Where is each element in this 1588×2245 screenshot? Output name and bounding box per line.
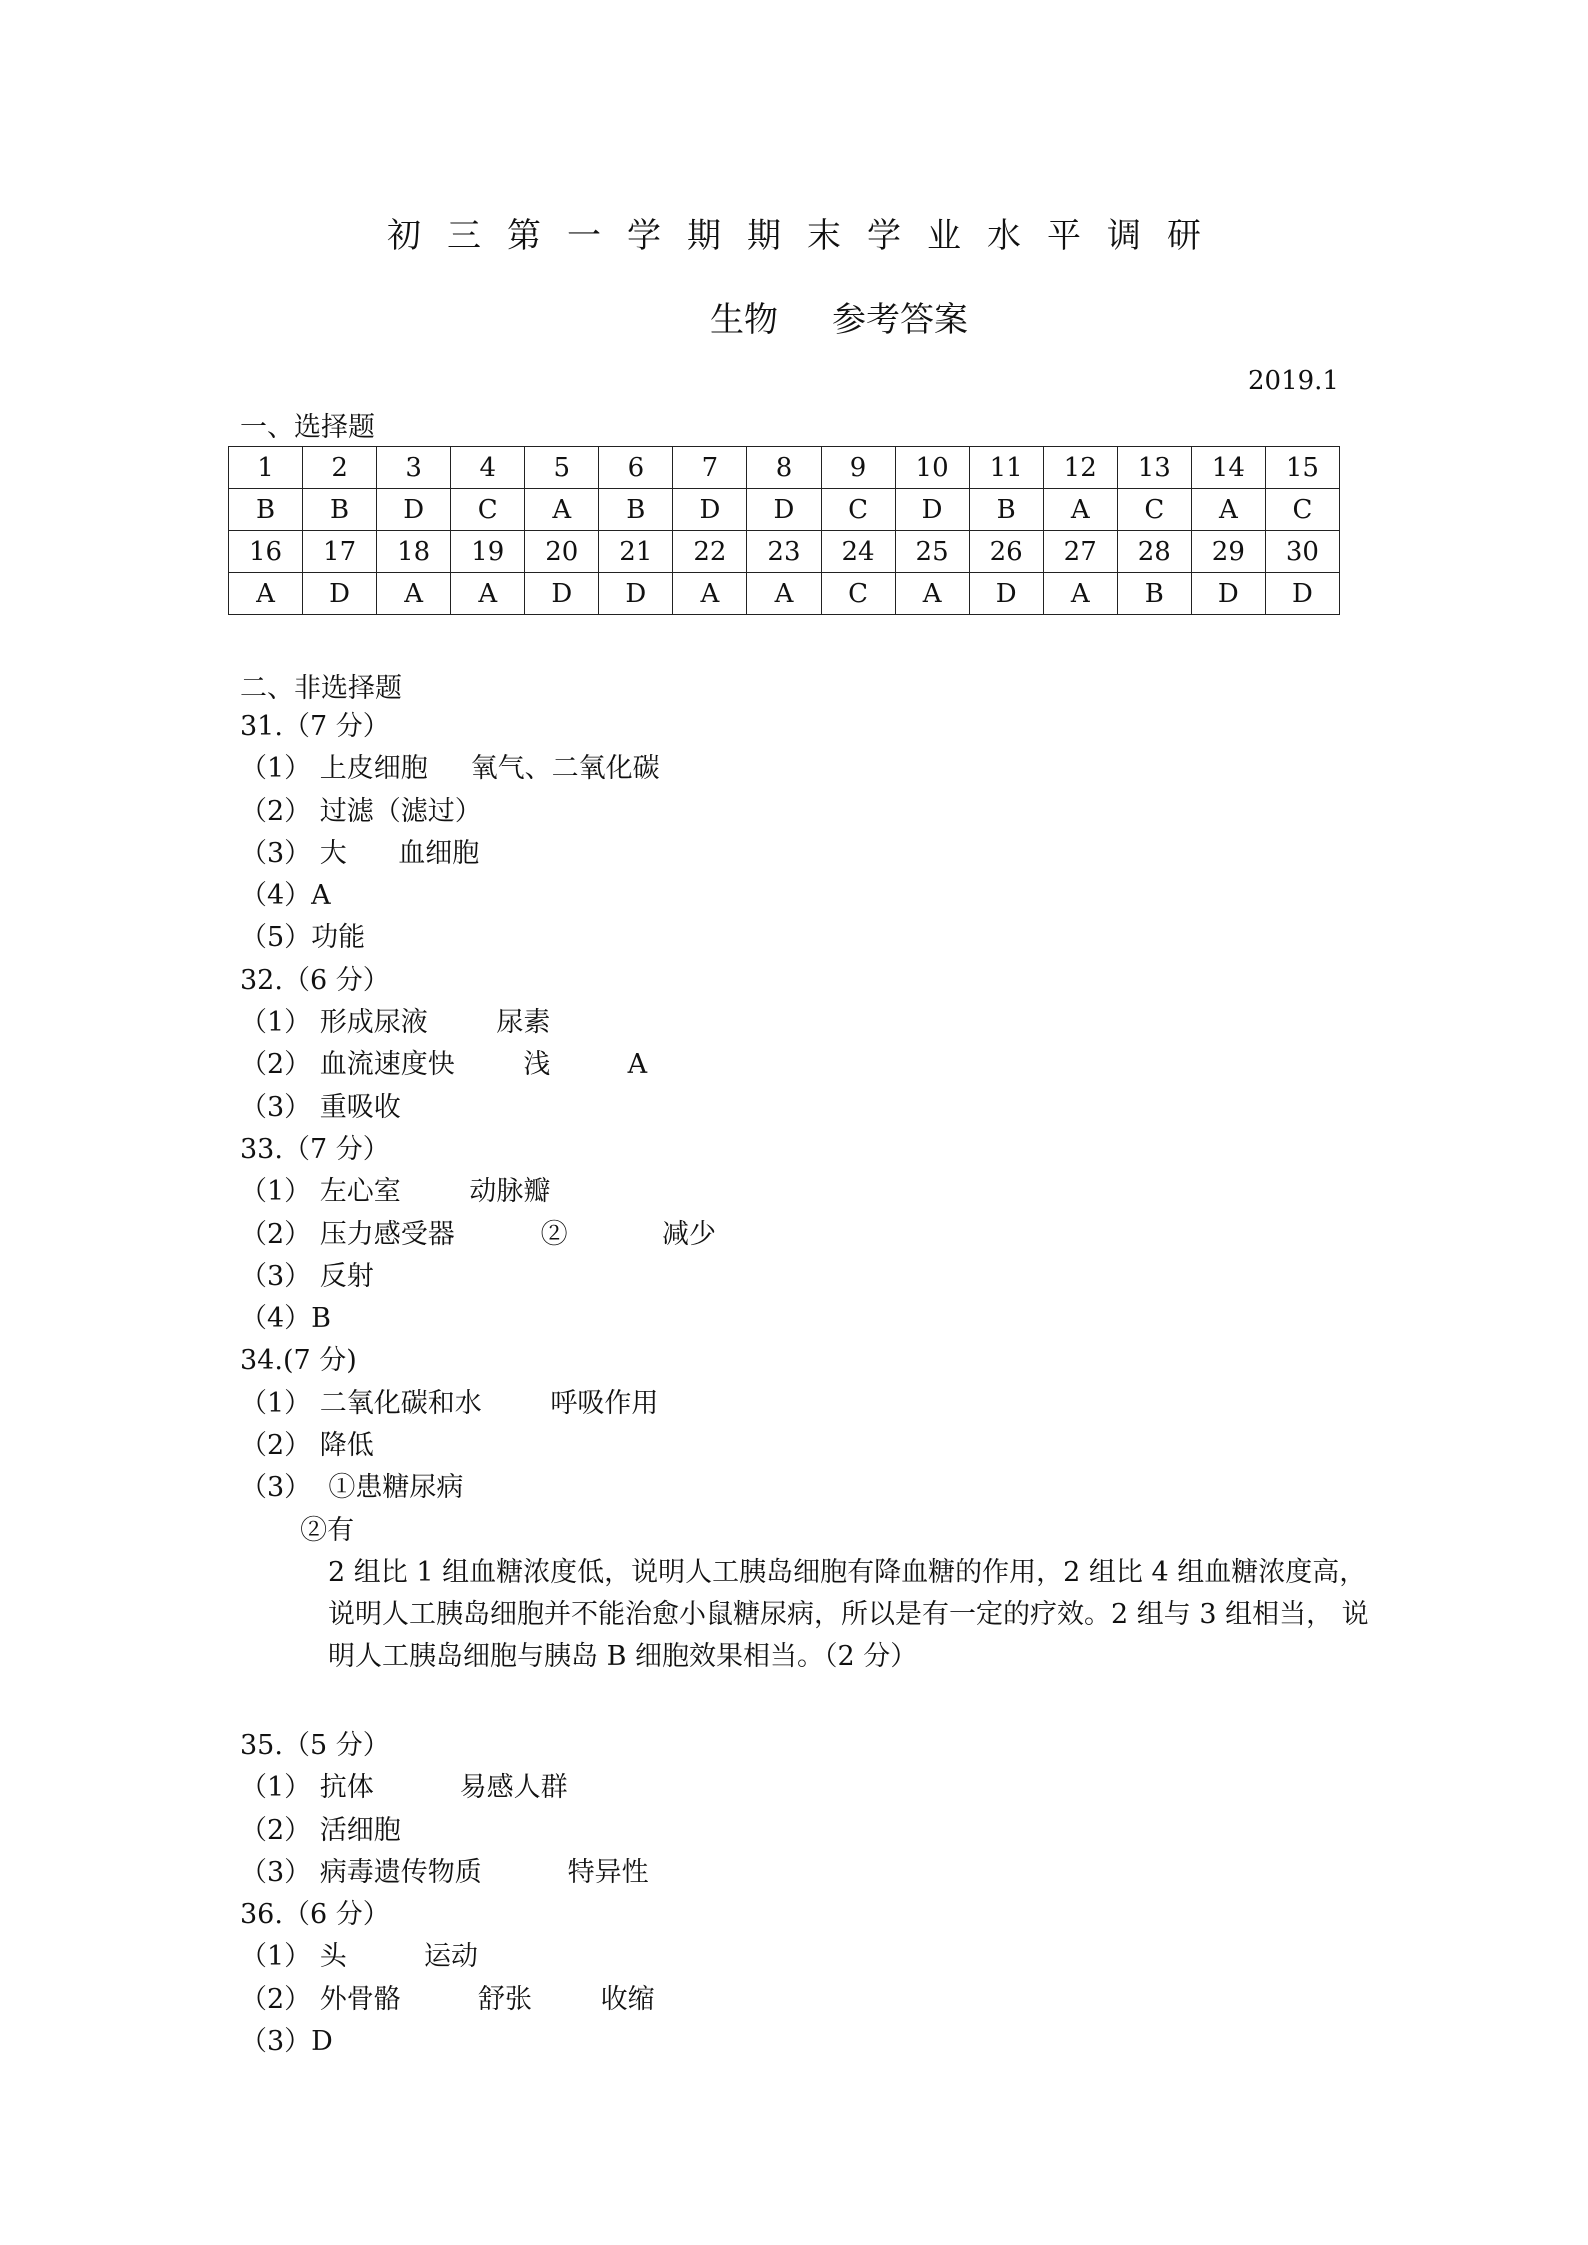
table-cell: C [821,573,895,615]
table-cell: 23 [747,531,821,573]
table-cell: 26 [969,531,1043,573]
table-cell: 4 [451,447,525,489]
answer-line: （1） 抗体 易感人群 [240,1772,568,1804]
table-row-numbers-1 [229,447,1340,489]
answer-lines-35-36 [240,1725,655,2063]
answer-lines-31-34 [240,706,716,1552]
answer-line: 34.(7 分) [240,1345,357,1377]
table-cell: 19 [451,531,525,573]
answer-line: 31.（7 分） [240,711,390,742]
table-cell: 6 [599,447,673,489]
table-cell: 2 [303,447,377,489]
table-cell: D [1265,573,1339,615]
table-cell: 28 [1117,531,1191,573]
table-cell: 21 [599,531,673,573]
q34-explanation: 2 组比 1 组血糖浓度低，说明人工胰岛细胞有降血糖的作用，2 组比 4 组血糖浓度高，说明人工胰岛细胞并不能治愈小鼠糖尿病，所以是有一定的疗效。2 组与 3 组相当， 说明人工胰岛细胞与胰岛 B 细胞效果相当。（2 分） [328,1557,1369,1672]
table-cell: D [895,489,969,531]
table-cell: 16 [229,531,303,573]
table-cell: D [673,489,747,531]
table-cell: 10 [895,447,969,489]
answer-line: （2） 过滤（滤过） [240,795,482,827]
table-cell: A [1043,573,1117,615]
table-cell: C [451,489,525,531]
table-cell: A [377,573,451,615]
answer-line: （1） 左心室 动脉瓣 [240,1176,551,1208]
answer-line: 35.（5 分） [240,1730,390,1761]
answer-line: （3）D [240,2026,333,2058]
table-cell: 5 [525,447,599,489]
table-cell: D [377,489,451,531]
answer-line: （3） ①患糖尿病 [240,1472,464,1504]
table-cell: 9 [821,447,895,489]
answer-line: （2） 外骨骼 舒张 收缩 [240,1983,655,2015]
section-heading-non-multiple-choice: 二、非选择题 [240,673,402,704]
table-cell: A [1191,489,1265,531]
table-cell: A [229,573,303,615]
table-row-answers-2 [229,573,1340,615]
table-cell: C [821,489,895,531]
table-cell: B [599,489,673,531]
document-date: 2019.1 [1248,366,1339,396]
table-cell: 13 [1117,447,1191,489]
answer-line: （2） 压力感受器 ② 减少 [240,1218,716,1250]
table-cell: A [451,573,525,615]
answer-line: 33.（7 分） [240,1133,390,1165]
table-cell: D [1191,573,1265,615]
answer-line: （5）功能 [240,922,366,954]
table-cell: D [969,573,1043,615]
answer-line: （2） 降低 [240,1430,374,1462]
multiple-choice-answer-table [228,446,1340,615]
table-cell: C [1117,489,1191,531]
table-cell: D [303,573,377,615]
table-cell: 7 [673,447,747,489]
document-subtitle: 生物 参考答案 [710,300,969,340]
table-cell: 1 [229,447,303,489]
answer-line: （4）A [240,880,331,912]
table-cell: 3 [377,447,451,489]
table-cell: B [1117,573,1191,615]
table-cell: B [969,489,1043,531]
table-cell: D [599,573,673,615]
answer-line: 32.（6 分） [240,964,390,996]
table-cell: 12 [1043,447,1117,489]
table-cell: 8 [747,447,821,489]
table-cell: 11 [969,447,1043,489]
table-cell: 24 [821,531,895,573]
answer-line: （2） 活细胞 [240,1814,401,1846]
table-cell: A [895,573,969,615]
answer-line: （3） 重吸收 [240,1091,401,1123]
answer-line: 36.（6 分） [240,1899,390,1931]
table-cell: 30 [1265,531,1339,573]
answer-line: （3） 大 血细胞 [240,837,480,869]
table-cell: 20 [525,531,599,573]
table-cell: A [747,573,821,615]
table-cell: B [229,489,303,531]
answer-line: ②有 [240,1514,355,1546]
answer-line: （1） 头 运动 [240,1941,479,1973]
answer-line: （3） 反射 [240,1260,374,1292]
table-cell: B [303,489,377,531]
table-cell: 25 [895,531,969,573]
table-cell: 27 [1043,531,1117,573]
table-cell: C [1265,489,1339,531]
table-cell: 22 [673,531,747,573]
answer-line: （1） 形成尿液 尿素 [240,1007,551,1039]
table-cell: 17 [303,531,377,573]
document-title: 初三第一学期期末学业水平调研 [387,216,1227,256]
table-cell: 18 [377,531,451,573]
table-row-answers-1 [229,489,1340,531]
table-row-numbers-2 [229,531,1340,573]
answer-line: （4）B [240,1303,332,1335]
table-cell: A [673,573,747,615]
table-cell: D [525,573,599,615]
table-cell: 14 [1191,447,1265,489]
answer-line: （3） 病毒遗传物质 特异性 [240,1856,649,1888]
table-cell: A [525,489,599,531]
table-cell: D [747,489,821,531]
table-cell: A [1043,489,1117,531]
section-heading-multiple-choice: 一、选择题 [240,412,375,443]
table-cell: 29 [1191,531,1265,573]
table-cell: 15 [1265,447,1339,489]
answer-line: （1） 二氧化碳和水 呼吸作用 [240,1387,659,1419]
answer-line: （1） 上皮细胞 氧气、二氧化碳 [240,753,660,785]
answer-line: （2） 血流速度快 浅 A [240,1049,648,1081]
